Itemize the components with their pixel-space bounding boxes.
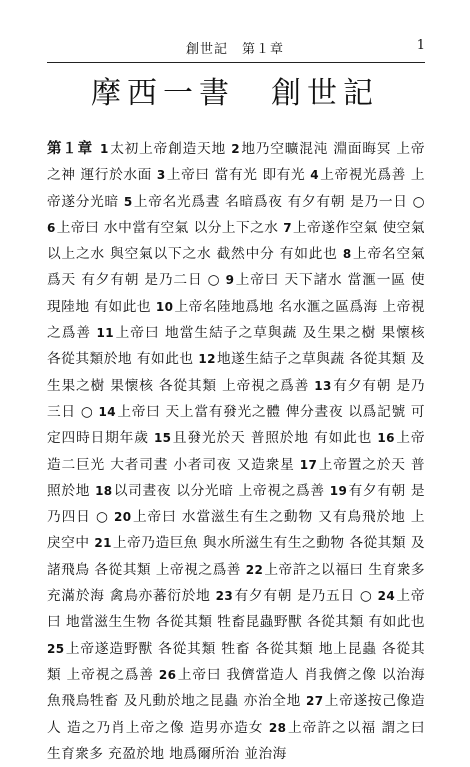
verse-number: 17	[299, 457, 318, 472]
verse-number: 26	[158, 667, 177, 682]
running-title: 創世記 第１章	[185, 42, 284, 57]
verse-text: 太初上帝創造天地	[109, 141, 232, 157]
page-number: 1	[416, 38, 426, 53]
verse-number: 9	[225, 273, 235, 288]
verse-number: 22	[245, 562, 264, 577]
header-rule	[47, 62, 425, 63]
verse-text: 上帝遂造野獸 各從其類 牲畜 各從其類 地上昆蟲 各從其類 上帝視之爲善	[47, 640, 425, 683]
verse-number: 24	[377, 589, 396, 604]
verse-number: 12	[198, 352, 216, 367]
chapter-label: 第１章	[47, 141, 93, 157]
verse-number: 18	[95, 483, 113, 498]
verse-text: 上帝曰 當有光 即有光	[166, 167, 311, 184]
verse-number: 11	[96, 326, 114, 341]
verse-text: 且發光於天 普照於地 有如此也	[172, 430, 378, 447]
verse-text: 上帝許之以福曰 生育衆多 充滿於海 禽鳥亦蕃衍於地	[47, 561, 425, 605]
verse-text: 上帝乃造巨魚 與水所滋生有生之動物 各從其類 及諸飛鳥 各從其類 上帝視之爲善	[47, 535, 426, 578]
verse-number: 2	[231, 142, 240, 156]
verse-number: 10	[155, 299, 174, 314]
verse-number: 19	[329, 483, 348, 498]
verse-number: 25	[47, 641, 65, 656]
verse-text: 有夕有朝 是乃五日 ○	[234, 588, 378, 605]
verse-text: 上帝視光爲善 上帝遂分光暗	[47, 167, 425, 210]
verse-text: 有夕有朝 是乃三日 ○	[47, 377, 426, 420]
verse-number: 3	[156, 168, 166, 183]
chapter-text	[47, 136, 425, 767]
verse-text: 上帝曰 水當滋生有生之動物 又有鳥飛於地 上戾空中	[47, 509, 425, 552]
running-head	[0, 38, 470, 58]
verse-number: 4	[310, 168, 320, 183]
verse-number: 8	[342, 247, 352, 262]
verse-number: 14	[98, 404, 117, 419]
verse-text: 上帝遂按己像造人 造之乃肖上帝之像 造男亦造女	[47, 693, 425, 736]
verse-text: 上帝曰 地當滋生生物 各從其類 牲畜昆蟲野獸 各從其類 有如此也	[47, 588, 425, 631]
verse-number: 6	[47, 220, 56, 235]
verse-text: 地遂生結子之草與蔬 各從其類 及生果之樹 果懷核 各從其類 上帝視之爲善	[47, 351, 425, 394]
verse-text: 上帝曰 天下諸水 當滙一區 使現陸地 有如此也	[47, 272, 425, 315]
verse-number: 16	[377, 431, 395, 446]
verse-number: 28	[268, 720, 287, 735]
verse-text: 上帝名陸地爲地 名水滙之區爲海 上帝視之爲善	[47, 298, 425, 342]
verse-number: 13	[314, 378, 332, 393]
verse-text: 上帝許之以福 謂之曰 生育衆多 充盈於地 地爲爾所治 並治海	[47, 719, 425, 762]
verse-text: 以司晝夜 以分光暗 上帝視之爲善	[113, 482, 330, 499]
verse-text: 上帝置之於天 普照於地	[47, 456, 425, 499]
verse-number: 20	[114, 510, 132, 525]
verse-number: 21	[94, 536, 112, 551]
verse-number: 1	[100, 142, 109, 156]
verse-text: 有夕有朝 是乃四日 ○	[47, 482, 425, 526]
book-title: 摩西一書 創世記	[91, 76, 379, 111]
verse-number: 15	[153, 431, 172, 446]
verse-number: 7	[283, 220, 292, 235]
verse-text: 上帝名空氣爲天 有夕有朝 是乃二日 ○	[47, 246, 425, 289]
verse-text: 地乃空曠混沌 淵面晦冥 上帝之神 運行於水面	[47, 141, 425, 184]
verse-number: 23	[215, 589, 234, 604]
verse-text: 上帝曰 天上當有發光之體 俾分晝夜 以爲記號 可定四時日期年歲	[47, 403, 425, 447]
verse-text: 上帝名光爲晝 名暗爲夜 有夕有朝 是乃一日 ○	[133, 193, 425, 210]
verse-text: 上帝曰 水中當有空氣 以分上下之水	[56, 219, 284, 236]
verse-text: 上帝曰 地當生結子之草與蔬 及生果之樹 果懷核 各從其類於地 有如此也	[47, 325, 426, 368]
verse-text: 上帝造二巨光 大者司晝 小者司夜 又造衆星	[47, 430, 425, 473]
verse-text: 上帝遂作空氣 使空氣以上之水 與空氣以下之水 截然中分 有如此也	[47, 219, 425, 263]
verse-text: 上帝曰 我儕當造人 肖我儕之像 以治海魚飛鳥牲畜 及凡動於地之昆蟲 亦治全地	[47, 666, 425, 710]
verse-number: 27	[306, 694, 324, 709]
verse-number: 5	[123, 194, 133, 209]
